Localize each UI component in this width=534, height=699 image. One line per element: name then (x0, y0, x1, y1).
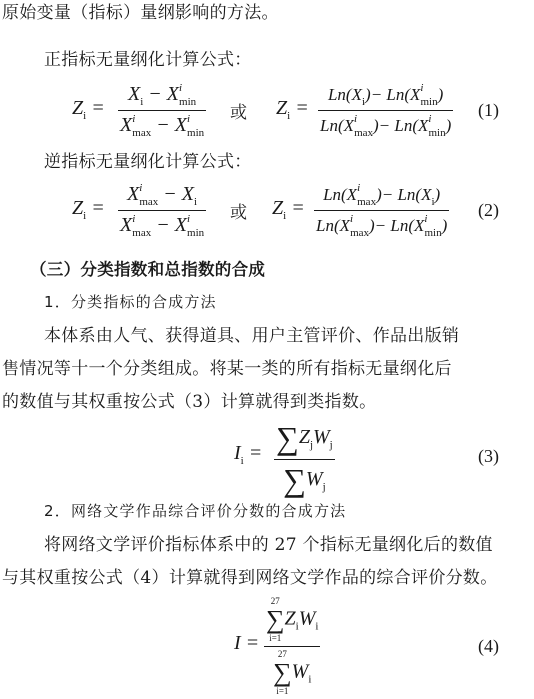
text-line-1: 原始变量（指标）量纲影响的方法。 (2, 3, 279, 23)
eq2-fraction-right: $Ln(X^i_{max})- Ln(X_i)$ $Ln(X^i_{max})- Ln(X^i_{min})$ (316, 182, 448, 240)
eq2-label: (2) (478, 200, 499, 220)
eq4-label: (4) (478, 636, 499, 656)
subsection-2-heading: 2．网络文学作品综合评价分数的合成方法 (44, 502, 347, 520)
eq1-lhs: $Z_i$ = (72, 97, 105, 122)
negative-indicator-heading: 逆指标无量纲化计算公式： (44, 152, 252, 172)
section-3-heading: （三）分类指数和总指数的合成 (30, 260, 266, 279)
eq2-rhs-lhs: $Z_i$ = (272, 197, 305, 222)
paragraph-1-line-3: 的数值与其权重按公式（3）计算就得到类指数。 (2, 392, 377, 412)
eq3-lhs: $I_i$ = (234, 442, 263, 467)
equation-4 (0, 596, 534, 699)
paragraph-2-line-2: 与其权重按公式（4）计算就得到网络文学作品的综合评价分数。 (2, 568, 498, 588)
eq4-fraction: 27 ∑ i=1 $Z_iW_i$ 27 ∑ i=1 $W_i$ (266, 596, 319, 697)
eq1-fraction-left: $X_i - X^i_{min}$ $X^i_{max} - X^i_{min}$ (120, 82, 205, 140)
paragraph-2-line-1: 将网络文学评价指标体系中的 27 个指标无量纲化后的数值 (44, 535, 493, 555)
subsection-1-heading: 1．分类指标的合成方法 (44, 293, 217, 311)
equation-2 (0, 182, 534, 242)
positive-indicator-heading: 正指标无量纲化计算公式： (44, 50, 252, 70)
paragraph-1-line-2: 售情况等十一个分类组成。将某一类的所有指标无量纲化后 (2, 359, 452, 379)
eq1-or: 或 (230, 103, 247, 123)
equation-1 (0, 82, 534, 142)
equation-3 (0, 420, 534, 499)
eq2-or: 或 (230, 203, 247, 223)
eq3-label: (3) (478, 446, 499, 466)
eq4-sum-bottom: 27 ∑ i=1 (273, 649, 292, 697)
eq4-lhs: I = (234, 632, 260, 654)
eq2-lhs: $Z_i$ = (72, 197, 105, 222)
paragraph-1-line-1: 本体系由人气、获得道具、用户主管评价、作品出版销 (44, 326, 460, 346)
eq1-fraction-right: $Ln(X_i)- Ln(X^i_{min})$ $Ln(X^i_{max})- Ln(X^i_{min})$ (320, 82, 452, 140)
eq4-sum-top: 27 ∑ i=1 (266, 596, 285, 643)
eq1-label: (1) (478, 100, 499, 120)
eq3-fraction: $\sum Z_jW_j$ $\sum W_j$ (276, 420, 333, 499)
eq1-rhs-lhs: $Z_i$ = (276, 97, 309, 122)
eq2-fraction-left: $X^i_{max} - X_i$ $X^i_{max} - X^i_{min}$ (120, 182, 205, 240)
